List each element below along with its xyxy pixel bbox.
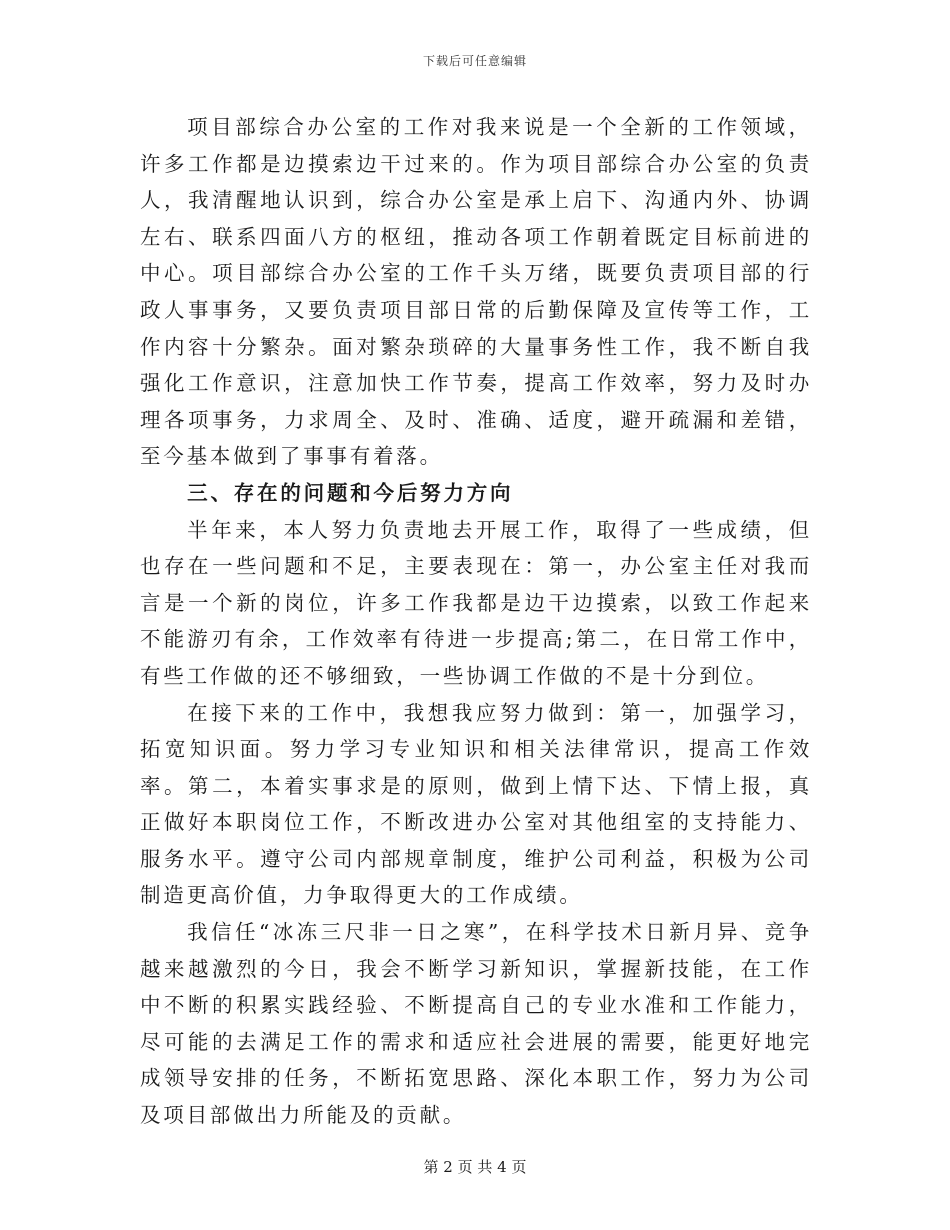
- page-number: 第 2 页 共 4 页: [423, 1158, 527, 1176]
- section-heading-problems: 三、存在的问题和今后努力方向: [187, 480, 514, 505]
- paragraph-future-plans: 在接下来的工作中，我想我应努力做到：第一，加强学习，拓宽知识面。努力学习专业知识和相关法律常识，提高工作效率。第二，本着实事求是的原则，做到上情下达、下情上报，真正做好本职岗位工作，不断改进办公室对其他组室的支持能力、服务水平。遵守公司内部规章制度，维护公司利益，积极为公司制造更高价值，力争取得更大的工作成绩。: [140, 700, 812, 908]
- paragraph-commitment: 我信任“冰冻三尺非一日之寒”，在科学技术日新月异、竞争越来越激烈的今日，我会不断学习新知识，掌握新技能，在工作中不断的积累实践经验、不断提高自己的专业水准和工作能力，尽可能的去满足工作的需求和适应社会进展的需要，能更好地完成领导安排的任务，不断拓宽思路、深化本职工作，努力为公司及项目部做出力所能及的贡献。: [140, 920, 812, 1128]
- document-body: [140, 109, 812, 1134]
- paragraph-office-work: 项目部综合办公室的工作对我来说是一个全新的工作领域，许多工作都是边摸索边干过来的。作为项目部综合办公室的负责人，我清醒地认识到，综合办公室是承上启下、沟通内外、协调左右、联系四面八方的枢纽，推动各项工作朝着既定目标前进的中心。项目部综合办公室的工作千头万绪，既要负责项目部的行政人事事务，又要负责项目部日常的后勤保障及宣传等工作，工作内容十分繁杂。面对繁杂琐碎的大量事务性工作，我不断自我强化工作意识，注意加快工作节奏，提高工作效率，努力及时办理各项事务，力求周全、及时、准确、适度，避开疏漏和差错，至今基本做到了事事有着落。: [140, 115, 812, 469]
- paragraph-shortcomings: 半年来，本人努力负责地去开展工作，取得了一些成绩，但也存在一些问题和不足，主要表现在：第一，办公室主任对我而言是一个新的岗位，许多工作我都是边干边摸索，以致工作起来不能游刃有余，工作效率有待进一步提高;第二，在日常工作中，有些工作做的还不够细致，一些协调工作做的不是十分到位。: [140, 517, 812, 688]
- page-header-note: 下载后可任意编辑: [422, 54, 527, 68]
